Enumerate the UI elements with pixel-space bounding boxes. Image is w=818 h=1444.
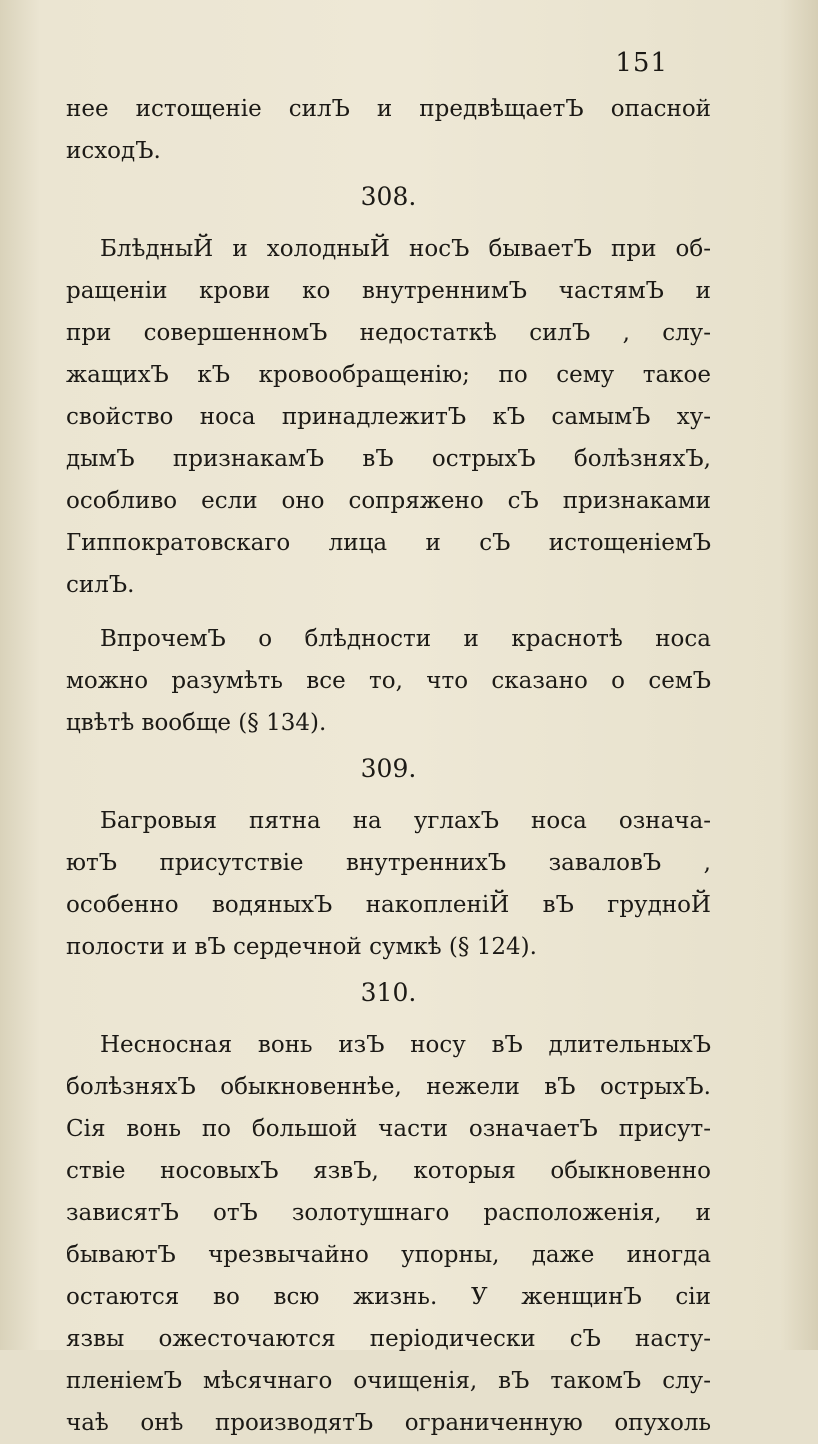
text-line: чаѣ онѣ производятЪ ограниченную опухоль [66,1410,711,1436]
text-line: болѣзняхЪ обыкновеннѣе, нежели вЪ острыхЪ. [66,1074,711,1100]
text-line: ютЪ присутствіе внутреннихЪ заваловЪ , [66,850,711,876]
text-line: Багровыя пятна на углахЪ носа означа- [100,808,711,834]
text-line: ращеніи крови ко внутреннимЪ частямЪ и [66,278,711,304]
text-line: Сія вонь по большой части означаетЪ присут- [66,1116,711,1142]
text-line: исходЪ. [66,138,161,164]
section-number-310: 310. [360,978,417,1007]
text-line: дымЪ признакамЪ вЪ острыхЪ болѣзняхЪ, [66,446,711,472]
text-line: нее истощеніе силЪ и предвѣщаетЪ опасной [66,96,711,122]
text-line: бываютЪ чрезвычайно упорны, даже иногда [66,1242,711,1268]
text-line: при совершенномЪ недостаткѣ силЪ , слу- [66,320,711,346]
text-line: особливо если оно сопряжено сЪ признаками [66,488,711,514]
section-number-309: 309. [360,754,417,783]
text-line: силЪ. [66,572,135,598]
text-line: полости и вЪ сердечной сумкѣ (§ 124). [66,934,537,960]
text-line: можно разумѣть все то, что сказано о семЪ [66,668,711,694]
text-line: ВпрочемЪ о блѣдности и краснотѣ носа [100,626,711,652]
text-line: пленіемЪ мѣсячнаго очищенія, вЪ такомЪ слу- [66,1368,711,1394]
text-line: остаются во всю жизнь. У женщинЪ сіи [66,1284,711,1310]
page-text [66,88,711,1444]
text-line: особенно водяныхЪ накопленіЙ вЪ грудноЙ [66,892,711,918]
text-line: ствіе носовыхЪ язвЪ, которыя обыкновенно [66,1158,711,1184]
text-line: Гиппократовскаго лица и сЪ истощеніемЪ [66,530,711,556]
text-line: жащихЪ кЪ кровообращенію; по сему такое [66,362,711,388]
text-line: БлѣдныЙ и холодныЙ носЪ бываетЪ при об- [100,236,711,262]
text-line: свойство носа принадлежитЪ кЪ самымЪ ху- [66,404,711,430]
text-line: зависятЪ отЪ золотушнаго расположенія, и [66,1200,711,1226]
text-line: цвѣтѣ вообще (§ 134). [66,710,327,736]
text-line: Несносная вонь изЪ носу вЪ длительныхЪ [100,1032,711,1058]
section-number-308: 308. [360,182,417,211]
page-number: 151 [615,48,668,78]
text-line: язвы ожесточаются періодически сЪ насту- [66,1326,711,1352]
